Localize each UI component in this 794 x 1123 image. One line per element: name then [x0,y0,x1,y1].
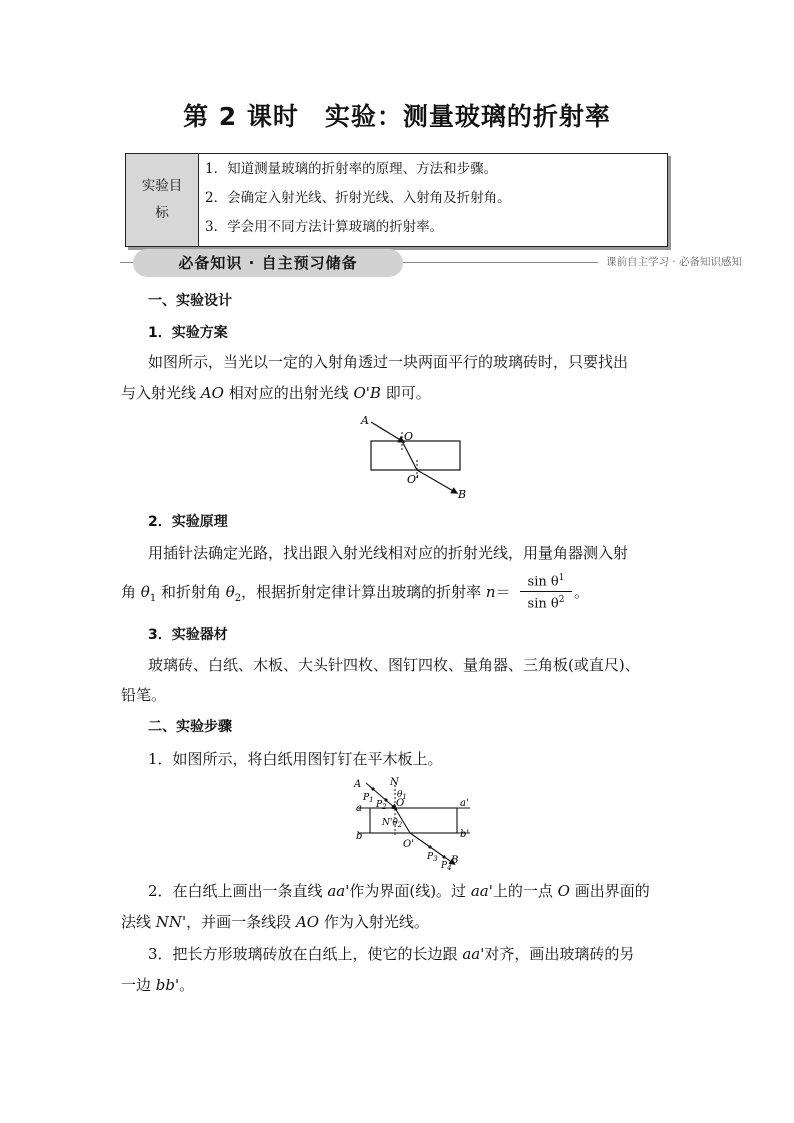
step-line: 3．把长方形玻璃砖放在白纸上，使它的长边跟 aa'对齐，画出玻璃砖的另 [148,945,635,963]
label-O-prime: O' [407,473,420,486]
label-O-prime: O' [403,839,414,850]
goals-list [199,154,667,246]
glass-block [371,441,460,470]
pin-P1 [371,787,374,790]
label-P3: $P_3$ [427,852,438,863]
pin-P2 [384,798,387,801]
page-title: 第 2 课时 实验：测量玻璃的折射率 [183,102,611,131]
label-a: a [356,803,362,814]
step-line: 1．如图所示，将白纸用图钉钉在平木板上。 [148,750,443,768]
label-P2: $P_2$ [376,800,387,811]
label-a-prime: a' [460,798,469,809]
label-B: B [458,488,467,501]
incident-ray [371,422,402,441]
step-line: 法线 NN'，并画一条线段 AO 作为入射光线。 [121,913,429,931]
subheading-principle: 2．实验原理 [148,514,228,530]
section-banner [133,249,403,277]
goal-item: 1．知道测量玻璃的折射率的原理、方法和步骤。 [205,161,498,177]
figure-glass-block [355,410,480,505]
label-O: O [404,430,414,443]
goal-item: 3．学会用不同方法计算玻璃的折射率。 [205,219,444,235]
formula-period: 。 [574,583,590,601]
goals-header-line2: 标 [155,205,169,221]
label-A: A [354,779,362,790]
experiment-goals-table [125,153,668,247]
paragraph-line: 用插针法确定光路，找出跟入射光线相对应的折射光线，用量角器测入射 [148,544,629,562]
banner-title: 必备知识 · 自主预习储备 [133,249,403,277]
pin-P3 [428,845,431,848]
subheading-equipment: 3．实验器材 [148,627,228,643]
banner-rule [403,262,598,263]
label-A: A [361,414,369,427]
paragraph-line: 玻璃砖、白纸、木板、大头针四枚、图钉四枚、量角器、三角板(或直尺)、 [148,656,640,674]
section-heading-design: 一、实验设计 [148,293,232,309]
emergent-ray [417,470,455,492]
label-P1: $P_1$ [363,793,374,804]
label-theta1: $\theta_1$ [397,790,407,801]
paragraph-line: 角 $\theta_1$ 和折射角 $\theta_2$，根据折射定律计算出玻璃的折射率 n＝ [121,583,511,604]
goals-header [126,154,199,246]
step-line: 2．在白纸上画出一条直线 aa'作为界面(线)。过 aa'上的一点 O 画出界面的 [148,882,650,900]
label-O: O [396,798,405,809]
label-N: N [390,777,399,788]
goal-item: 2．会确定入射光线、折射光线、入射角及折射角。 [205,190,511,206]
refraction-formula: $\frac{\sin \theta^1}{\sin \theta^2}$ [520,573,572,612]
paragraph-line: 与入射光线 AO 相对应的出射光线 O'B 即可。 [121,384,431,402]
paragraph-line: 如图所示，当光以一定的入射角透过一块两面平行的玻璃砖时，只要找出 [148,353,629,371]
label-b-prime: b' [460,829,470,840]
paragraph-line: 铅笔。 [121,686,167,704]
label-P4: $P_4$ [441,861,452,870]
step-line: 一边 bb'。 [121,976,195,994]
pin-P4 [442,855,445,858]
goals-header-line1: 实验目 [141,178,183,194]
section-heading-steps: 二、实验步骤 [148,719,232,735]
subheading-plan: 1．实验方案 [148,325,228,341]
banner-subtitle: 课前自主学习 · 必备知识感知 [606,256,743,268]
figure-pin-method [350,775,485,870]
refracted-ray [402,441,417,470]
label-b: b [356,831,363,842]
label-N-prime: $N'\theta_2$ [382,818,403,829]
label-B: B [451,855,459,866]
